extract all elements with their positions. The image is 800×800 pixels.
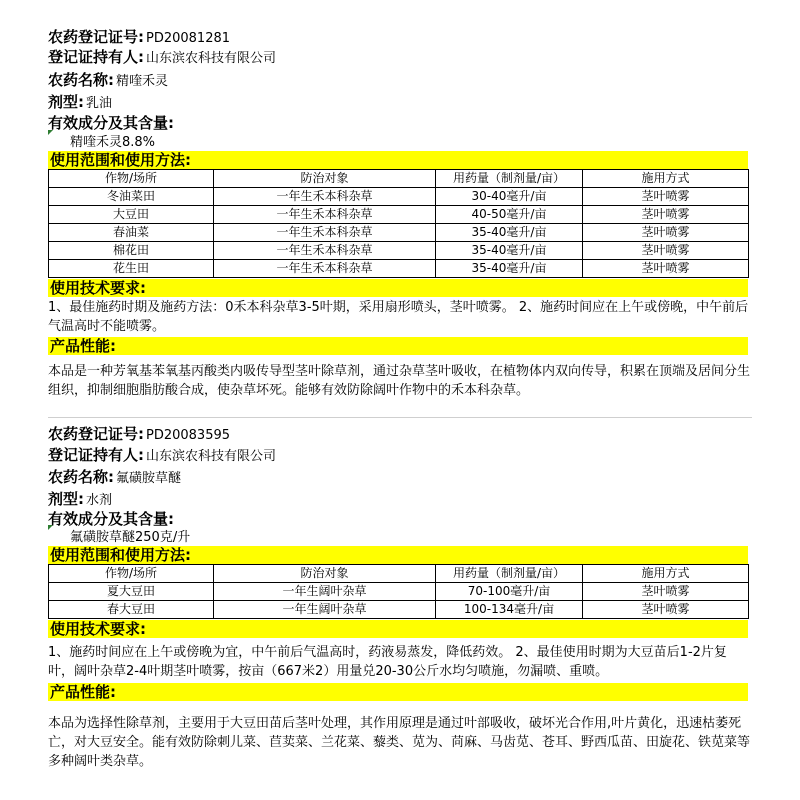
target-cell: 一年生禾本科杂草 <box>214 224 436 242</box>
header-dosage: 用药量（制剂量/亩） <box>436 565 583 583</box>
table-row <box>49 583 749 601</box>
name-label: 农药名称: <box>48 71 114 89</box>
perf-text: 本品是一种芳氧基苯氧基丙酸类内吸传导型茎叶除草剂，通过杂草茎叶吸收，在植物体内双向传导，积累在顶端及居间分生组织，抑制细胞脂肪酸合成，使杂草坏死。能够有效防除阔叶作物中的禾本科杂草。 <box>48 364 751 398</box>
method-cell: 茎叶喷雾 <box>583 206 749 224</box>
holder-label: 登记证持有人: <box>48 48 144 66</box>
table-row <box>49 206 749 224</box>
dosage-cell: 70-100毫升/亩 <box>436 583 583 601</box>
scope-title: 使用范围和使用方法: <box>48 546 748 564</box>
record-divider <box>48 417 752 418</box>
table-row <box>49 242 749 260</box>
dosage-cell: 35-40毫升/亩 <box>436 224 583 242</box>
header-target: 防治对象 <box>214 565 436 583</box>
reg-no-label: 农药登记证号: <box>48 28 144 46</box>
form-row <box>48 488 112 509</box>
ingredient-value: 精喹禾灵8.8% <box>70 135 156 150</box>
method-cell: 茎叶喷雾 <box>583 583 749 601</box>
name-row <box>48 466 181 487</box>
dosage-cell: 40-50毫升/亩 <box>436 206 583 224</box>
usage-table <box>48 564 749 619</box>
method-cell: 茎叶喷雾 <box>583 601 749 619</box>
holder-row <box>48 46 276 67</box>
form-label: 剂型: <box>48 93 84 111</box>
ingredient-row <box>48 112 174 133</box>
tech-text: 1、施药时间应在上午或傍晚为宜，中午前后气温高时，药液易蒸发，降低药效。 2、最佳使用时期为大豆苗后1-2片复叶，阔叶杂草2-4叶期茎叶喷雾，按亩（667米2）用量兑20-30公斤水均匀喷施，勿漏喷、重喷。 <box>48 645 727 679</box>
method-cell: 茎叶喷雾 <box>583 224 749 242</box>
crop-cell: 大豆田 <box>49 206 214 224</box>
tech-text: 1、最佳施药时期及施药方法：0禾本科杂草3-5叶期，采用扇形喷头，茎叶喷雾。 2、施药时间应在上午或傍晚，中午前后气温高时不能喷雾。 <box>48 300 749 334</box>
ingredient-label: 有效成分及其含量: <box>48 510 174 528</box>
cell-comment-marker <box>48 130 53 135</box>
form-row <box>48 91 112 112</box>
crop-cell: 棉花田 <box>49 242 214 260</box>
table-row <box>49 260 749 278</box>
target-cell: 一年生禾本科杂草 <box>214 260 436 278</box>
dosage-cell: 35-40毫升/亩 <box>436 260 583 278</box>
cell-comment-marker <box>48 525 53 530</box>
crop-cell: 夏大豆田 <box>49 583 214 601</box>
target-cell: 一年生禾本科杂草 <box>214 206 436 224</box>
header-target: 防治对象 <box>214 170 436 188</box>
crop-cell: 花生田 <box>49 260 214 278</box>
form-value: 水剂 <box>86 493 113 508</box>
ingredient-value: 氟磺胺草醚250克/升 <box>70 530 191 545</box>
target-cell: 一年生阔叶杂草 <box>214 601 436 619</box>
holder-label: 登记证持有人: <box>48 446 144 464</box>
holder-value: 山东滨农科技有限公司 <box>146 51 277 66</box>
reg-no-value: PD20083595 <box>146 428 231 443</box>
reg-no-value: PD20081281 <box>146 31 231 46</box>
reg-no-label: 农药登记证号: <box>48 425 144 443</box>
method-cell: 茎叶喷雾 <box>583 260 749 278</box>
ingredient-label: 有效成分及其含量: <box>48 114 174 132</box>
name-value: 氟磺胺草醚 <box>116 471 182 486</box>
header-crop: 作物/场所 <box>49 170 214 188</box>
usage-table <box>48 169 749 278</box>
dosage-cell: 30-40毫升/亩 <box>436 188 583 206</box>
table-header-row <box>49 565 749 583</box>
header-dosage: 用药量（制剂量/亩） <box>436 170 583 188</box>
reg-no-row <box>48 423 230 444</box>
name-row <box>48 69 168 90</box>
header-method: 施用方式 <box>583 170 749 188</box>
table-row <box>49 188 749 206</box>
tech-title: 使用技术要求: <box>48 620 748 638</box>
table-row <box>49 601 749 619</box>
table-row <box>49 224 749 242</box>
perf-title: 产品性能: <box>48 683 748 701</box>
tech-title: 使用技术要求: <box>48 279 748 297</box>
dosage-cell: 35-40毫升/亩 <box>436 242 583 260</box>
perf-title: 产品性能: <box>48 337 748 355</box>
table-header-row <box>49 170 749 188</box>
name-value: 精喹禾灵 <box>116 74 169 89</box>
target-cell: 一年生禾本科杂草 <box>214 242 436 260</box>
name-label: 农药名称: <box>48 468 114 486</box>
perf-text: 本品为选择性除草剂，主要用于大豆田苗后茎叶处理，其作用原理是通过叶部吸收，破坏光合作用,叶片黄化，迅速枯萎死亡，对大豆安全。能有效防除刺儿菜、苣荬菜、兰花菜、藜类、苋为、苘麻、马齿苋、苍耳、野西瓜苗、田旋花、铁苋菜等多种阔叶类杂草。 <box>48 716 751 769</box>
crop-cell: 春油菜 <box>49 224 214 242</box>
dosage-cell: 100-134毫升/亩 <box>436 601 583 619</box>
method-cell: 茎叶喷雾 <box>583 242 749 260</box>
target-cell: 一年生禾本科杂草 <box>214 188 436 206</box>
holder-row <box>48 444 276 465</box>
form-value: 乳油 <box>86 96 113 111</box>
target-cell: 一年生阔叶杂草 <box>214 583 436 601</box>
header-crop: 作物/场所 <box>49 565 214 583</box>
scope-title: 使用范围和使用方法: <box>48 151 748 169</box>
holder-value: 山东滨农科技有限公司 <box>146 449 277 464</box>
form-label: 剂型: <box>48 490 84 508</box>
reg-no-row <box>48 26 230 47</box>
crop-cell: 冬油菜田 <box>49 188 214 206</box>
method-cell: 茎叶喷雾 <box>583 188 749 206</box>
header-method: 施用方式 <box>583 565 749 583</box>
crop-cell: 春大豆田 <box>49 601 214 619</box>
